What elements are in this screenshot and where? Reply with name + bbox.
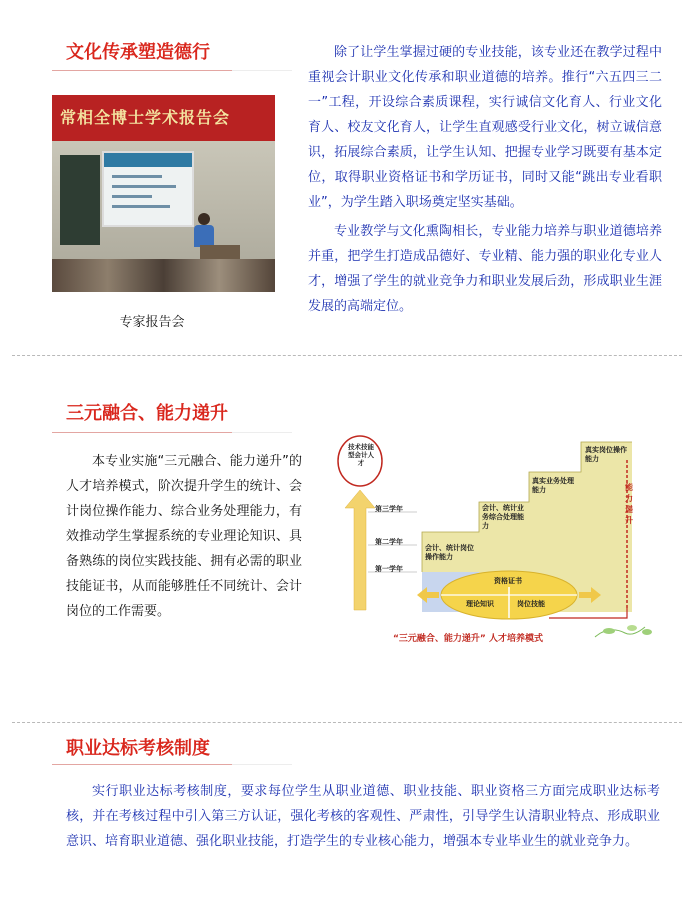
diagram-oval-certificate: 资格证书 [494, 577, 522, 585]
photo-banner: 常相全博士学术报告会 [52, 95, 275, 141]
heading-underline [52, 70, 232, 71]
section-divider [12, 722, 682, 723]
assessment-text [66, 779, 660, 854]
lecture-photo [52, 95, 275, 292]
diagram-year-3: 第三学年 [375, 505, 403, 513]
photo-caption: 专家报告会 [119, 315, 185, 330]
heading-underline-tail [232, 432, 292, 433]
section-heading-integration: 三元融合、能力递升 [66, 403, 228, 424]
training-model-diagram [327, 432, 660, 645]
diagram-goal: 技术技能型会计人才 [348, 443, 374, 467]
diagram-year-1: 第一学年 [375, 565, 403, 573]
diagram-oval-skill: 岗位技能 [517, 600, 545, 608]
heading-underline [52, 764, 232, 765]
diagram-oval-theory: 理论知识 [466, 600, 494, 608]
section-divider [12, 355, 682, 356]
heading-underline-tail [232, 764, 292, 765]
diagram-step-1: 会计、统计岗位操作能力 [425, 544, 474, 561]
diagram-step-3: 真实业务处理能力 [532, 477, 574, 494]
culture-text [308, 40, 662, 319]
diagram-ability-label: 能力递升 [625, 483, 633, 525]
section-heading-assessment: 职业达标考核制度 [66, 738, 210, 759]
assessment-paragraph: 实行职业达标考核制度，要求每位学生从职业道德、职业技能、职业资格三方面完成职业达标考核，并在考核过程中引入第三方认证，强化考核的客观性、严肃性，引导学生认清职业特点、形成职业意识、培育职业道德、强化职业技能，打造学生的专业核心能力，增强本专业毕业生的就业竞争力。 [66, 784, 660, 849]
diagram-step-4: 真实岗位操作能力 [585, 446, 627, 463]
culture-paragraph-2: 专业教学与文化熏陶相长，专业能力培养与职业道德培养并重，把学生打造成品德好、专业精、能力强的职业化专业人才，增强了学生的就业竞争力和职业发展后劲，形成职业生涯发展的高端定位。 [308, 224, 662, 314]
culture-paragraph-1: 除了让学生掌握过硬的专业技能，该专业还在教学过程中重视会计职业文化传承和职业道德的培养。推行“六五四三二一”工程，开设综合素质课程，实行诚信文化育人、行业文化育人、校友文化育人，让学生直观感受行业文化，树立诚信意识，拓展综合素质，让学生认知、把握专业学习既要有基本定位，取得职业资格证书和学历证书，同时又能“跳出专业看职业”，为学生踏入职场奠定坚实基础。 [308, 45, 662, 210]
section-heading-culture: 文化传承塑造德行 [66, 42, 210, 63]
heading-underline-tail [232, 70, 292, 71]
heading-underline [52, 432, 232, 433]
diagram-caption: “三元融合、能力递升” 人才培养模式 [393, 634, 543, 644]
integration-paragraph: 本专业实施“三元融合、能力递升”的人才培养模式，阶次提升学生的统计、会计岗位操作能力、综合业务处理能力，有效推动学生掌握系统的专业理论知识、具备熟练的岗位实践技能、拥有必需的职业技能证书，从而能够胜任不同统计、会计岗位的工作需要。 [66, 454, 302, 619]
integration-text [66, 449, 302, 624]
diagram-year-2: 第二学年 [375, 538, 403, 546]
diagram-step-2: 会计、统计业务综合处理能力 [482, 504, 524, 530]
